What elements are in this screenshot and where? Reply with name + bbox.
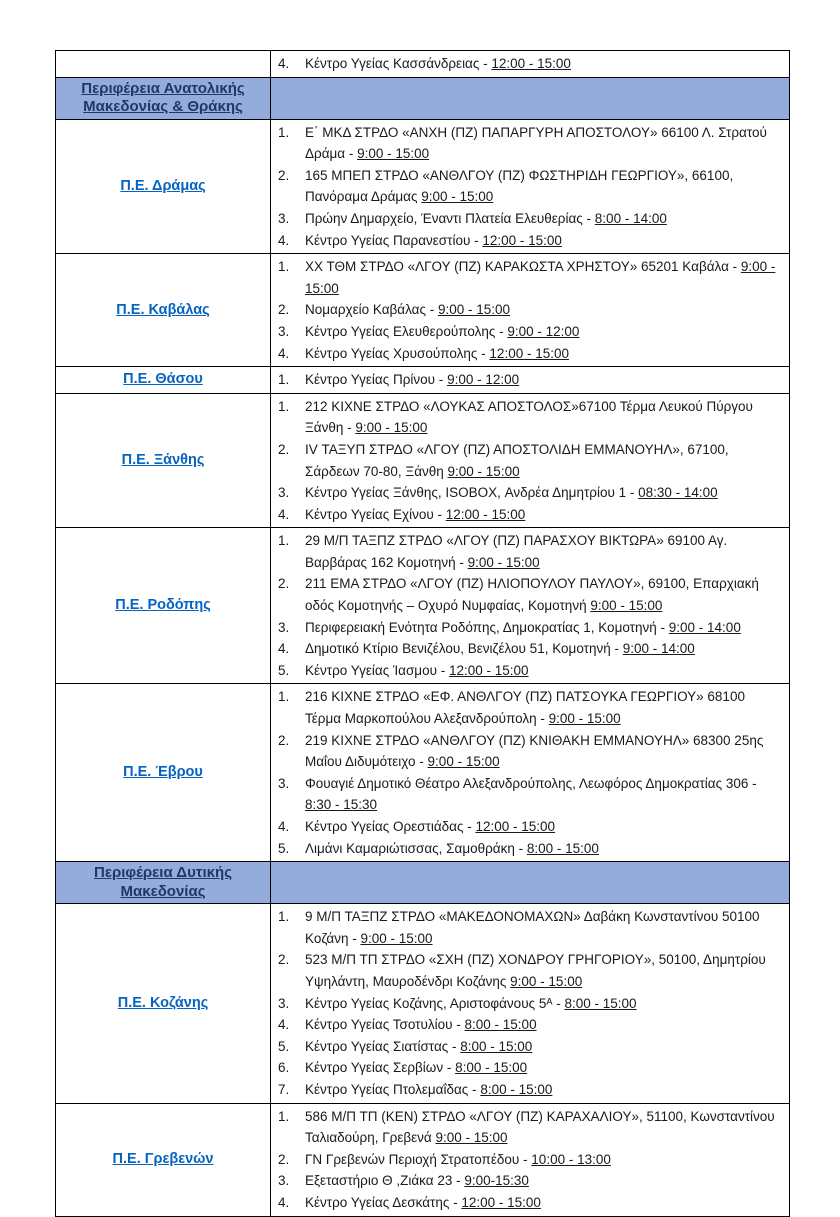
region-cell: [56, 254, 271, 367]
table-row: [56, 1103, 790, 1216]
item-body: [305, 299, 781, 321]
locations-list: [278, 530, 781, 681]
item-number: 4.: [278, 56, 290, 71]
locations-cell: [271, 393, 790, 528]
item-number: 4.: [278, 232, 290, 248]
item-body: [305, 573, 781, 616]
region-link[interactable]: Π.Ε. Δράμας: [120, 177, 206, 194]
region-link[interactable]: Π.Ε. Κοζάνης: [117, 994, 209, 1011]
list-item: [278, 396, 781, 439]
region-cell: [56, 528, 271, 684]
list-item: [278, 1170, 781, 1192]
item-text: Ε΄ ΜΚΔ ΣΤΡΔΟ «ΑΝΧΗ (ΠΖ) ΠΑΠΑΡΓΥΡΗ ΑΠΟΣΤΟΛΟΥ» 66100 Λ. Στρατού Δράμα -: [305, 124, 767, 162]
item-number: 5.: [278, 840, 290, 856]
list-item: [278, 208, 781, 230]
item-time: 9:00-15:30: [464, 1173, 529, 1189]
locations-cell: [271, 51, 790, 78]
item-number: 1.: [278, 124, 290, 140]
item-number: 1.: [278, 1108, 290, 1124]
locations-list: [278, 53, 781, 75]
locations-list: [278, 686, 781, 859]
item-text: Κέντρο Υγείας Παρανεστίου -: [305, 232, 483, 248]
item-body: [305, 730, 781, 773]
locations-cell: [271, 904, 790, 1103]
item-body: [305, 686, 781, 729]
item-text: 211 ΕΜΑ ΣΤΡΔΟ «ΛΓΟΥ (ΠΖ) ΗΛΙΟΠΟΥΛΟΥ ΠΑΥΛΟΥ», 69100, Επαρχιακή οδός Κομοτηνής – Οχυρό Νυμφαίας, Κομοτηνή: [305, 576, 759, 614]
region-group-cell: [56, 77, 271, 119]
item-number: 3.: [278, 485, 290, 501]
item-time: 9:00 - 15:00: [437, 302, 511, 318]
region-group-header-row: [56, 77, 790, 119]
item-body: [305, 1170, 781, 1192]
table-row: [56, 904, 790, 1103]
list-item: [278, 1036, 781, 1058]
list-item: [278, 122, 781, 165]
item-body: [305, 1106, 781, 1149]
item-time: 9:00 - 15:00: [548, 711, 621, 727]
list-item: [278, 369, 781, 391]
list-item: [278, 773, 781, 816]
item-body: [305, 773, 781, 816]
item-number: 6.: [278, 1060, 290, 1076]
item-time: 12:00 - 15:00: [489, 345, 569, 361]
item-body: [305, 1079, 781, 1101]
list-item: [278, 638, 781, 660]
item-time: 12:00 - 15:00: [445, 506, 526, 522]
item-text: Κέντρο Υγείας Ξάνθης, ISOBOX, Ανδρέα Δημητρίου 1 -: [305, 485, 639, 501]
item-body: [305, 208, 781, 230]
locations-list: [278, 122, 781, 252]
item-number: 2.: [278, 1151, 290, 1167]
list-item: [278, 838, 781, 860]
item-time: 8:30 - 15:30: [305, 797, 378, 813]
item-number: 3.: [278, 995, 290, 1011]
item-time: 9:00 - 15:00: [510, 973, 583, 989]
locations-list: [278, 396, 781, 526]
item-body: [305, 1057, 781, 1079]
item-body: [305, 638, 781, 660]
list-item: [278, 230, 781, 252]
item-body: [305, 617, 781, 639]
list-item: [278, 439, 781, 482]
item-number: 5.: [278, 1038, 290, 1054]
item-text: ΧΧ ΤΘΜ ΣΤΡΔΟ «ΛΓΟΥ (ΠΖ) ΚΑΡΑΚΩΣΤΑ ΧΡΗΣΤΟΥ» 65201 Καβάλα -: [305, 259, 741, 275]
item-number: 5.: [278, 662, 290, 678]
vaccination-centers-table: [55, 50, 790, 1217]
list-item: [278, 949, 781, 992]
region-link[interactable]: Π.Ε. Ξάνθης: [121, 452, 205, 468]
item-text: Κέντρο Υγείας Πτολεμαΐδας -: [305, 1081, 481, 1097]
locations-cell: [271, 254, 790, 367]
region-group-empty-cell: [271, 77, 790, 119]
table-row: [56, 367, 790, 394]
item-body: [305, 122, 781, 165]
table-row: [56, 254, 790, 367]
item-time: 9:00 - 15:00: [355, 420, 428, 436]
item-number: 7.: [278, 1081, 290, 1097]
locations-list: [278, 1106, 781, 1214]
item-time: 12:00 - 15:00: [482, 232, 562, 248]
region-cell: [56, 51, 271, 78]
item-text: 29 Μ/Π ΤΑΞΠΖ ΣΤΡΔΟ «ΛΓΟΥ (ΠΖ) ΠΑΡΑΣΧΟΥ ΒΙΚΤΩΡΑ» 69100 Αγ. Βαρβάρας 162 Κομοτηνή -: [305, 533, 728, 570]
item-body: [305, 1036, 781, 1058]
item-body: [305, 504, 781, 526]
item-number: 3.: [278, 210, 290, 226]
item-body: [305, 165, 781, 208]
item-number: 1.: [278, 372, 290, 388]
item-body: [305, 482, 781, 504]
item-text: Κέντρο Υγείας Πρίνου -: [305, 372, 448, 388]
list-item: [278, 1106, 781, 1149]
item-time: 9:00 - 15:00: [435, 1130, 508, 1146]
item-text: IV ΤΑΞΥΠ ΣΤΡΔΟ «ΛΓΟΥ (ΠΖ) ΑΠΟΣΤΟΛΙΔΗ ΕΜΜΑΝΟΥΗΛ», 67100, Σάρδεων 70-80, Ξάνθη: [305, 441, 729, 479]
item-body: [305, 53, 781, 75]
item-body: [305, 343, 781, 365]
item-time: 9:00 - 14:00: [622, 641, 695, 657]
list-item: [278, 256, 781, 299]
list-item: [278, 53, 781, 75]
item-time: 9:00 - 14:00: [668, 619, 741, 635]
item-time: 8:00 - 15:00: [564, 995, 637, 1011]
item-text: Φουαγιέ Δημοτικό Θέατρο Αλεξανδρούπολης, Λεωφόρος Δημοκρατίας 306 -: [305, 775, 757, 791]
item-time: 9:00 - 15:00: [467, 554, 540, 570]
item-number: 2.: [278, 302, 290, 318]
item-time: 9:00 - 12:00: [507, 323, 580, 339]
item-number: 1.: [278, 689, 290, 705]
item-number: 2.: [278, 952, 290, 968]
item-body: [305, 1014, 781, 1036]
item-time: 8:00 - 14:00: [594, 210, 667, 226]
item-body: [305, 816, 781, 838]
item-time: 8:00 - 15:00: [455, 1060, 528, 1076]
list-item: [278, 686, 781, 729]
item-text: 212 ΚΙΧΝΕ ΣΤΡΔΟ «ΛΟΥΚΑΣ ΑΠΟΣΤΟΛΟΣ»67100 Τέρμα Λευκού Πύργου Ξάνθη -: [305, 398, 753, 436]
item-body: [305, 530, 781, 573]
list-item: [278, 299, 781, 321]
region-cell: [56, 684, 271, 862]
item-text: Κέντρο Υγείας Ίασμου -: [305, 662, 449, 678]
item-body: [305, 396, 781, 439]
region-cell: [56, 367, 271, 394]
item-time: 08:30 - 14:00: [638, 485, 718, 501]
item-text: Νομαρχείο Καβάλας -: [305, 302, 438, 318]
region-group-empty-cell: [271, 862, 790, 904]
region-link[interactable]: Π.Ε. Ροδόπης: [115, 597, 211, 614]
item-time: 12:00 - 15:00: [475, 819, 556, 834]
item-body: [305, 906, 781, 949]
item-time: 9:00 - 15:00: [305, 259, 776, 296]
item-text: 216 ΚΙΧΝΕ ΣΤΡΔΟ «ΕΦ. ΑΝΘΛΓΟΥ (ΠΖ) ΠΑΤΣΟΥΚΑ ΓΕΩΡΓΙΟΥ» 68100 Τέρμα Μαρκοπούλου Αλεξανδρούπολη -: [305, 689, 745, 727]
item-text: Δημοτικό Κτίριο Βενιζέλου, Βενιζέλου 51, Κομοτηνή -: [305, 641, 623, 657]
list-item: [278, 993, 781, 1015]
item-body: [305, 369, 781, 391]
item-body: [305, 838, 781, 860]
item-text: Κέντρο Υγείας Κασσάνδρειας -: [305, 56, 492, 71]
list-item: [278, 660, 781, 682]
list-item: [278, 165, 781, 208]
list-item: [278, 730, 781, 773]
item-time: 9:00 - 15:00: [357, 146, 430, 162]
list-item: [278, 343, 781, 365]
item-text: ΓΝ Γρεβενών Περιοχή Στρατοπέδου -: [305, 1151, 532, 1167]
list-item: [278, 321, 781, 343]
list-item: [278, 1014, 781, 1036]
item-time: 10:00 - 13:00: [531, 1151, 611, 1167]
item-text: 586 Μ/Π ΤΠ (ΚΕΝ) ΣΤΡΔΟ «ΛΓΟΥ (ΠΖ) ΚΑΡΑΧΑΛΙΟΥ», 51100, Κωνσταντίνου Ταλιαδούρη, Γρεβενά: [305, 1108, 775, 1146]
item-time: 9:00 - 12:00: [447, 372, 520, 388]
item-time: 9:00 - 15:00: [360, 930, 433, 946]
item-time: 8:00 - 15:00: [480, 1081, 553, 1097]
region-cell: [56, 393, 271, 528]
region-link[interactable]: Π.Ε. Θάσου: [123, 371, 203, 388]
item-body: [305, 439, 781, 482]
list-item: [278, 573, 781, 616]
list-item: [278, 482, 781, 504]
item-number: 2.: [278, 732, 290, 748]
item-body: [305, 1192, 781, 1214]
list-item: [278, 530, 781, 573]
item-time: 9:00 - 15:00: [590, 598, 663, 614]
item-number: 4.: [278, 1194, 290, 1210]
region-group-label: Περιφέρεια Ανατολικής Μακεδονίας & Θράκης: [81, 79, 245, 116]
item-number: 4.: [278, 819, 290, 834]
item-number: 4.: [278, 345, 290, 361]
item-body: [305, 230, 781, 252]
item-body: [305, 321, 781, 343]
item-time: 12:00 - 15:00: [448, 662, 529, 678]
item-number: 1.: [278, 398, 290, 414]
locations-cell: [271, 684, 790, 862]
region-cell: [56, 904, 271, 1103]
item-number: 3.: [278, 619, 290, 635]
list-item: [278, 1149, 781, 1171]
item-number: 2.: [278, 576, 290, 592]
item-text: 523 Μ/Π ΤΠ ΣΤΡΔΟ «ΣΧΗ (ΠΖ) ΧΟΝΔΡΟΥ ΓΡΗΓΟΡΙΟΥ», 50100, Δημητρίου Υψηλάντη, Μαυροδένδρι Κοζάνης: [305, 952, 766, 989]
item-text: Κέντρο Υγείας Ορεστιάδας -: [305, 819, 476, 834]
regions-table-body: [56, 51, 790, 1217]
item-number: 3.: [278, 775, 290, 791]
item-number: 1.: [278, 259, 290, 275]
locations-list: [278, 369, 781, 391]
list-item: [278, 906, 781, 949]
region-group-label: Περιφέρεια Δυτικής Μακεδονίας: [94, 864, 232, 900]
region-link[interactable]: Π.Ε. Έβρου: [123, 764, 203, 781]
item-body: [305, 256, 781, 299]
region-group-header-row: [56, 862, 790, 904]
item-time: 8:00 - 15:00: [526, 840, 599, 856]
table-row: [56, 528, 790, 684]
locations-cell: [271, 367, 790, 394]
item-time: 8:00 - 15:00: [460, 1038, 533, 1054]
item-number: 1.: [278, 533, 290, 549]
region-link[interactable]: Π.Ε. Καβάλας: [116, 301, 210, 318]
list-item: [278, 816, 781, 838]
item-number: 2.: [278, 441, 290, 457]
item-text: 219 ΚΙΧΝΕ ΣΤΡΔΟ «ΑΝΘΛΓΟΥ (ΠΖ) ΚΝΙΘΑΚΗ ΕΜΜΑΝΟΥΗΛ» 68300 25ης Μαΐου Διδυμότειχο -: [305, 732, 764, 770]
item-text: Πρώην Δημαρχείο, Έναντι Πλατεία Ελευθερίας -: [305, 210, 595, 226]
list-item: [278, 1079, 781, 1101]
item-body: [305, 993, 781, 1015]
item-body: [305, 1149, 781, 1171]
locations-cell: [271, 119, 790, 254]
item-body: [305, 949, 781, 992]
item-number: 4.: [278, 1017, 290, 1033]
region-link[interactable]: Π.Ε. Γρεβενών: [112, 1151, 214, 1168]
item-time: 12:00 - 15:00: [461, 1194, 541, 1210]
item-text: 9 Μ/Π ΤΑΞΠΖ ΣΤΡΔΟ «ΜΑΚΕΔΟΝΟΜΑΧΩΝ» Δαβάκη Κωνσταντίνου 50100 Κοζάνη -: [305, 909, 760, 946]
table-row: [56, 393, 790, 528]
item-number: 3.: [278, 323, 290, 339]
item-text: Κέντρο Υγείας Σερβίων -: [305, 1060, 456, 1076]
item-text: Εξεταστήριο Θ ,Ζιάκα 23 -: [305, 1173, 465, 1189]
region-group-cell: [56, 862, 271, 904]
item-number: 4.: [278, 506, 290, 522]
item-time: 9:00 - 15:00: [447, 463, 520, 479]
region-cell: [56, 1103, 271, 1216]
item-number: 3.: [278, 1173, 290, 1189]
item-time: 9:00 - 15:00: [421, 189, 494, 205]
item-text: Κέντρο Υγείας Ελευθερούπολης -: [305, 323, 508, 339]
item-time: 12:00 - 15:00: [491, 56, 571, 71]
list-item: [278, 1192, 781, 1214]
item-text: Κέντρο Υγείας Εχίνου -: [305, 506, 446, 522]
table-row: [56, 51, 790, 78]
item-number: 4.: [278, 641, 290, 657]
item-time: 8:00 - 15:00: [464, 1017, 537, 1033]
locations-list: [278, 906, 781, 1100]
item-text: Κέντρο Υγείας Χρυσούπολης -: [305, 345, 490, 361]
item-text: Κέντρο Υγείας Σιατίστας -: [305, 1038, 461, 1054]
item-text: Κέντρο Υγείας Δεσκάτης -: [305, 1194, 462, 1210]
list-item: [278, 617, 781, 639]
table-row: [56, 119, 790, 254]
list-item: [278, 504, 781, 526]
locations-cell: [271, 1103, 790, 1216]
item-body: [305, 660, 781, 682]
locations-cell: [271, 528, 790, 684]
item-text: Περιφερειακή Ενότητα Ροδόπης, Δημοκρατίας 1, Κομοτηνή -: [305, 619, 669, 635]
item-time: 9:00 - 15:00: [427, 754, 500, 770]
item-text: Κέντρο Υγείας Τσοτυλίου -: [305, 1017, 465, 1033]
item-number: 1.: [278, 909, 290, 925]
item-text: Λιμάνι Καμαριώτισσας, Σαμοθράκη -: [305, 840, 527, 856]
table-row: [56, 684, 790, 862]
item-text: Κέντρο Υγείας Κοζάνης, Αριστοφάνους 5ᴬ -: [305, 995, 565, 1011]
region-cell: [56, 119, 271, 254]
list-item: [278, 1057, 781, 1079]
item-text: 165 ΜΠΕΠ ΣΤΡΔΟ «ΑΝΘΛΓΟΥ (ΠΖ) ΦΩΣΤΗΡΙΔΗ ΓΕΩΡΓΙΟΥ», 66100, Πανόραμα Δράμας: [305, 167, 734, 205]
locations-list: [278, 256, 781, 364]
item-number: 2.: [278, 167, 290, 183]
